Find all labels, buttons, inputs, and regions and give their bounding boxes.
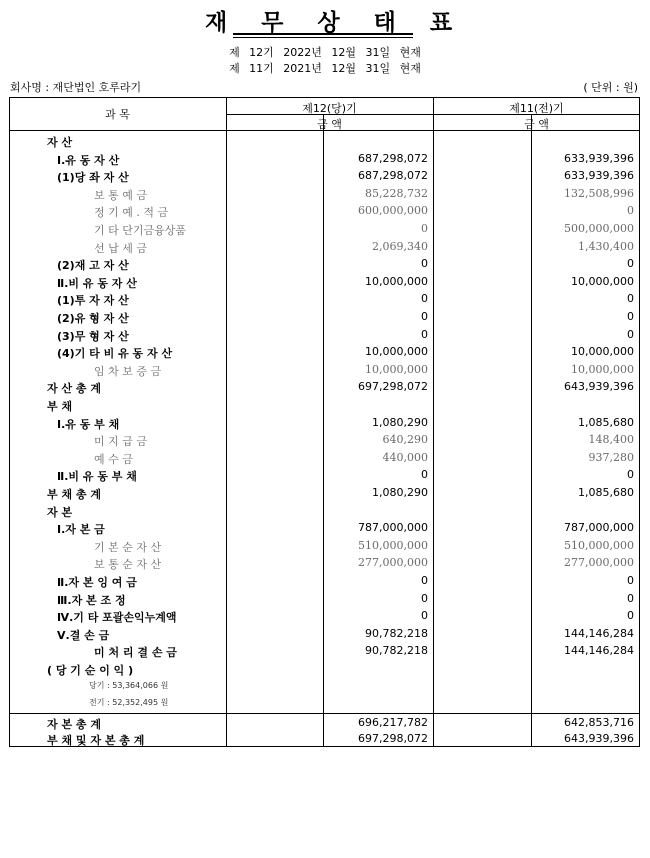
- value-period-12: 85,228,732: [365, 186, 428, 200]
- row-label: Ⅰ.자 본 금: [57, 523, 105, 537]
- row-label: 선 납 세 금: [94, 241, 147, 255]
- value-period-11: 0: [627, 257, 634, 271]
- row-label: Ⅱ.자 본 잉 여 금: [57, 576, 137, 589]
- value-period-11: 0: [627, 468, 634, 482]
- value-period-12: 0: [421, 257, 428, 271]
- value-period-12: 440,000: [382, 450, 428, 464]
- row-label: 미 지 급 금: [94, 435, 147, 449]
- row-label: (1)투 자 자 산: [57, 294, 129, 308]
- value-period-12: 687,298,072: [358, 169, 428, 183]
- row-label: 임 차 보 증 금: [94, 364, 162, 378]
- value-period-12: 0: [421, 310, 428, 323]
- header-amount-12: 금 액: [317, 118, 342, 131]
- row-label: 부 채 및 자 본 총 계: [47, 734, 145, 748]
- value-period-12: 277,000,000: [358, 556, 428, 570]
- row-label: (3)무 형 자 산: [57, 329, 129, 343]
- row-label: 기 타 단기금융상품: [94, 224, 187, 237]
- value-period-12: 696,217,782: [358, 715, 428, 729]
- value-period-12: 0: [421, 468, 428, 482]
- row-label: 당기 : 53,364,066 원: [89, 680, 169, 690]
- value-period-11: 633,939,396: [564, 151, 634, 165]
- table-row: [9, 678, 640, 696]
- row-label: (4)기 타 비 유 동 자 산: [57, 347, 173, 361]
- header-account: 과 목: [105, 108, 130, 121]
- value-period-11: 277,000,000: [564, 556, 634, 570]
- table-row: [9, 484, 640, 502]
- row-label: 전기 : 52,352,495 원: [89, 698, 169, 708]
- value-period-12: 10,000,000: [365, 345, 428, 359]
- value-period-12: 0: [421, 591, 428, 605]
- table-row: [9, 185, 640, 203]
- row-label: 자 본 총 계: [47, 717, 101, 731]
- value-period-12: 2,069,340: [372, 239, 428, 253]
- table-row: [9, 290, 640, 308]
- table-row: [9, 449, 640, 467]
- table-row: [9, 150, 640, 168]
- row-label: (1)당 좌 자 산: [57, 171, 129, 185]
- row-label: 자 산: [47, 136, 73, 149]
- row-label: (2)재 고 자 산: [57, 259, 129, 273]
- value-period-11: 643,939,396: [564, 732, 634, 746]
- value-period-12: 1,080,290: [372, 486, 428, 499]
- row-label: Ⅲ.자 본 조 정: [57, 593, 126, 607]
- value-period-11: 0: [627, 591, 634, 605]
- value-period-12: 0: [421, 327, 428, 341]
- value-period-11: 0: [627, 292, 634, 306]
- value-period-12: 697,298,072: [358, 380, 428, 394]
- value-period-12: 10,000,000: [365, 274, 428, 288]
- row-label: 부 채 총 계: [47, 488, 101, 501]
- value-period-12: 1,080,290: [372, 415, 428, 429]
- row-label: (2)유 형 자 산: [57, 312, 129, 325]
- value-period-11: 643,939,396: [564, 380, 634, 394]
- value-period-11: 633,939,396: [564, 169, 634, 183]
- row-label: Ⅴ.결 손 금: [57, 628, 110, 642]
- value-period-11: 1,085,680: [578, 415, 634, 429]
- row-label: Ⅰ.유 동 부 채: [57, 417, 120, 431]
- value-period-11: 0: [627, 574, 634, 587]
- value-period-11: 510,000,000: [564, 538, 634, 552]
- table-row: [9, 713, 640, 732]
- value-period-11: 0: [627, 204, 634, 218]
- table-row: [9, 625, 640, 643]
- header-amount-11: 금 액: [524, 118, 549, 131]
- period-current: 제 12기 2022년 12월 31일 현재: [229, 46, 421, 59]
- row-label: Ⅳ.기 타 포괄손익누계액: [57, 611, 177, 625]
- value-period-11: 10,000,000: [571, 345, 634, 359]
- header-period-12: 제12(당)기: [302, 102, 357, 115]
- title-underline: [233, 33, 413, 38]
- table-row: [9, 396, 640, 414]
- value-period-11: 148,400: [588, 433, 634, 447]
- table-row: [9, 537, 640, 555]
- value-period-12: 600,000,000: [358, 204, 428, 218]
- table-row: [9, 572, 640, 590]
- unit-label: ( 단위 : 원): [583, 81, 638, 94]
- value-period-11: 144,146,284: [564, 644, 634, 658]
- value-period-12: 510,000,000: [358, 538, 428, 552]
- document-title: 재 무 상 태 표: [204, 10, 466, 36]
- value-period-12: 697,298,072: [358, 732, 428, 746]
- table-row: [9, 414, 640, 432]
- row-label: 자 본: [47, 505, 73, 519]
- table-row: [9, 502, 640, 520]
- value-period-11: 10,000,000: [571, 274, 634, 288]
- table-row: [9, 378, 640, 396]
- table-row: [9, 132, 640, 150]
- row-label: 보 통 예 금: [94, 188, 147, 202]
- table-row: [9, 607, 640, 625]
- row-label: 부 채: [47, 400, 73, 413]
- value-period-12: 640,290: [382, 433, 428, 447]
- company-name: 회사명 : 재단법인 호루라기: [10, 81, 142, 94]
- value-period-11: 144,146,284: [564, 626, 634, 640]
- value-period-11: 0: [627, 609, 634, 623]
- table-row: [9, 308, 640, 326]
- table-row: [9, 466, 640, 484]
- table-row: [9, 238, 640, 256]
- table-row: [9, 642, 640, 660]
- value-period-12: 10,000,000: [365, 362, 428, 376]
- row-label: Ⅱ.비 유 동 부 채: [57, 470, 137, 484]
- value-period-11: 787,000,000: [564, 521, 634, 535]
- table-row: [9, 343, 640, 361]
- value-period-12: 0: [421, 609, 428, 623]
- table-row: [9, 695, 640, 713]
- value-period-11: 1,085,680: [578, 486, 634, 499]
- row-label: 보 통 순 자 산: [94, 558, 162, 572]
- value-period-11: 937,280: [588, 450, 634, 464]
- row-label: 예 수 금: [94, 452, 133, 466]
- value-period-12: 0: [421, 574, 428, 587]
- table-row: [9, 255, 640, 273]
- value-period-11: 132,508,996: [564, 186, 634, 200]
- table-row: [9, 202, 640, 220]
- value-period-12: 787,000,000: [358, 521, 428, 535]
- table-row: [9, 167, 640, 185]
- value-period-12: 0: [421, 222, 428, 235]
- row-label: 미 처 리 결 손 금: [94, 646, 177, 660]
- table-row: [9, 590, 640, 608]
- value-period-11: 1,430,400: [578, 239, 634, 253]
- table-row: [9, 519, 640, 537]
- header-period-11: 제11(전)기: [509, 102, 564, 115]
- table-row: [9, 660, 640, 678]
- table-row: [9, 361, 640, 379]
- value-period-12: 0: [421, 292, 428, 306]
- value-period-11: 10,000,000: [571, 362, 634, 376]
- row-label: Ⅱ.비 유 동 자 산: [57, 276, 137, 290]
- value-period-12: 90,782,218: [365, 644, 428, 658]
- table-row: [9, 220, 640, 238]
- table-row: [9, 431, 640, 449]
- row-label: 기 본 순 자 산: [94, 540, 162, 554]
- value-period-12: 687,298,072: [358, 151, 428, 165]
- value-period-11: 0: [627, 310, 634, 323]
- value-period-12: 90,782,218: [365, 626, 428, 640]
- value-period-11: 642,853,716: [564, 715, 634, 729]
- period-previous: 제 11기 2021년 12월 31일 현재: [229, 62, 421, 75]
- table-row: [9, 730, 640, 748]
- table-row: [9, 273, 640, 291]
- value-period-11: 500,000,000: [564, 222, 634, 235]
- row-label: 자 산 총 계: [47, 382, 101, 396]
- table-row: [9, 554, 640, 572]
- row-label: Ⅰ.유 동 자 산: [57, 153, 120, 167]
- table-row: [9, 326, 640, 344]
- value-period-11: 0: [627, 327, 634, 341]
- row-label: 정 기 예 . 적 금: [94, 206, 169, 220]
- row-label: ( 당 기 순 이 익 ): [47, 664, 134, 677]
